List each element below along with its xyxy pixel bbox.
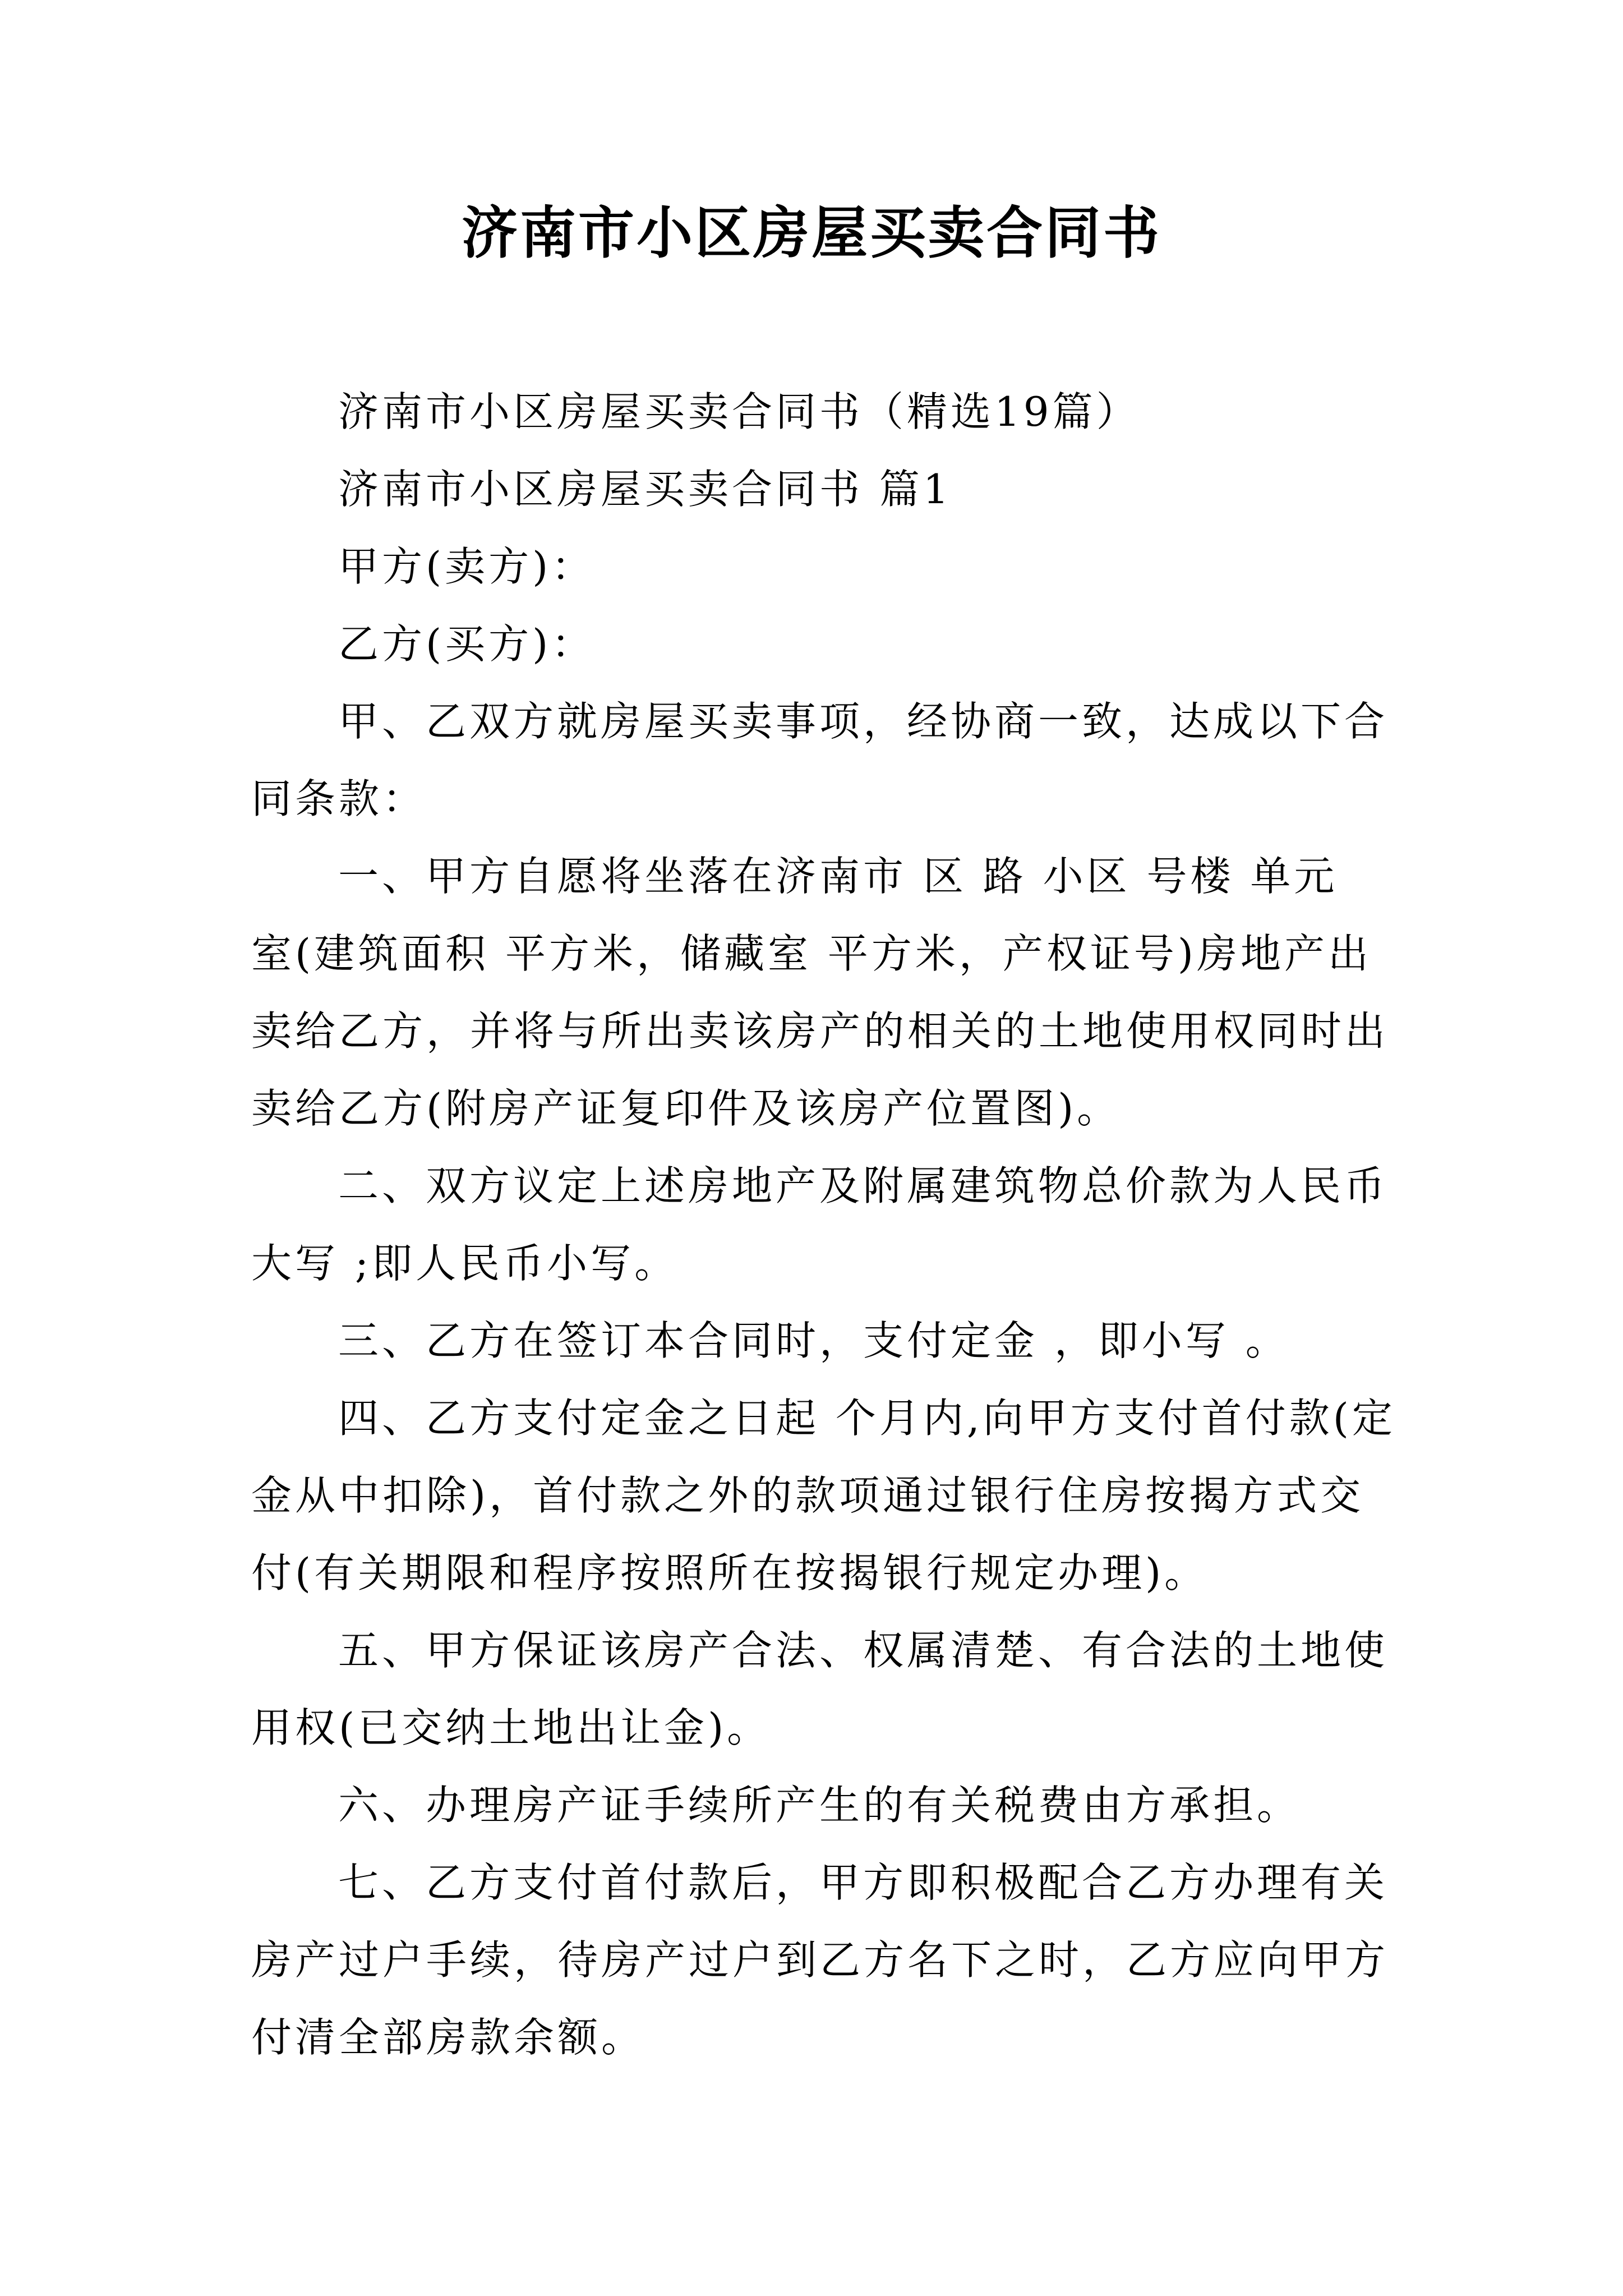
paragraph-line: 大写 ;即人民币小写。 [251,1240,679,1287]
paragraph-line: 付(有关期限和程序按照所在按揭银行规定办理)。 [251,1549,1209,1596]
paragraph-line: 房产过户手续，待房产过户到乙方名下之时，乙方应向甲方 [251,1936,1389,1984]
paragraph-line: 甲、乙双方就房屋买卖事项，经协商一致，达成以下合 [338,698,1389,745]
paragraph-line: 四、乙方支付定金之日起 个月内,向甲方支付首付款(定 [338,1395,1396,1442]
paragraph-line: 卖给乙方，并将与所出卖该房产的相关的土地使用权同时出 [251,1007,1389,1055]
document-body [251,373,1396,2076]
subtitle-line: 济南市小区房屋买卖合同书（精选19篇） [338,388,1140,435]
paragraph-line: 付清全部房款余额。 [251,2014,645,2061]
paragraph-line: 卖给乙方(附房产证复印件及该房产位置图)。 [251,1085,1121,1132]
paragraph-line: 三、乙方在签订本合同时，支付定金 ，即小写 。 [338,1317,1289,1364]
section-heading: 济南市小区房屋买卖合同书 篇1 [338,466,952,513]
paragraph-line: 七、乙方支付首付款后，甲方即积极配合乙方办理有关 [338,1859,1389,1906]
paragraph-line: 金从中扣除)，首付款之外的款项通过银行住房按揭方式交 [251,1472,1364,1519]
paragraph-line: 用权(已交纳土地出让金)。 [251,1704,771,1751]
paragraph-line: 同条款： [251,775,427,822]
paragraph-line: 五、甲方保证该房产合法、权属清楚、有合法的土地使 [338,1627,1389,1674]
party-b-line: 乙方(买方)： [338,620,596,668]
paragraph-line: 六、办理房产证手续所产生的有关税费由方承担。 [338,1782,1301,1829]
paragraph-line: 二、双方议定上述房地产及附属建筑物总价款为人民币 [338,1162,1389,1209]
document-title: 济南市小区房屋买卖合同书 [462,200,1161,266]
paragraph-line: 一、甲方自愿将坐落在济南市 区 路 小区 号楼 单元 [338,853,1338,900]
party-a-line: 甲方(卖方)： [338,543,596,590]
paragraph-line: 室(建筑面积 平方米，储藏室 平方米，产权证号)房地产出 [251,930,1372,977]
